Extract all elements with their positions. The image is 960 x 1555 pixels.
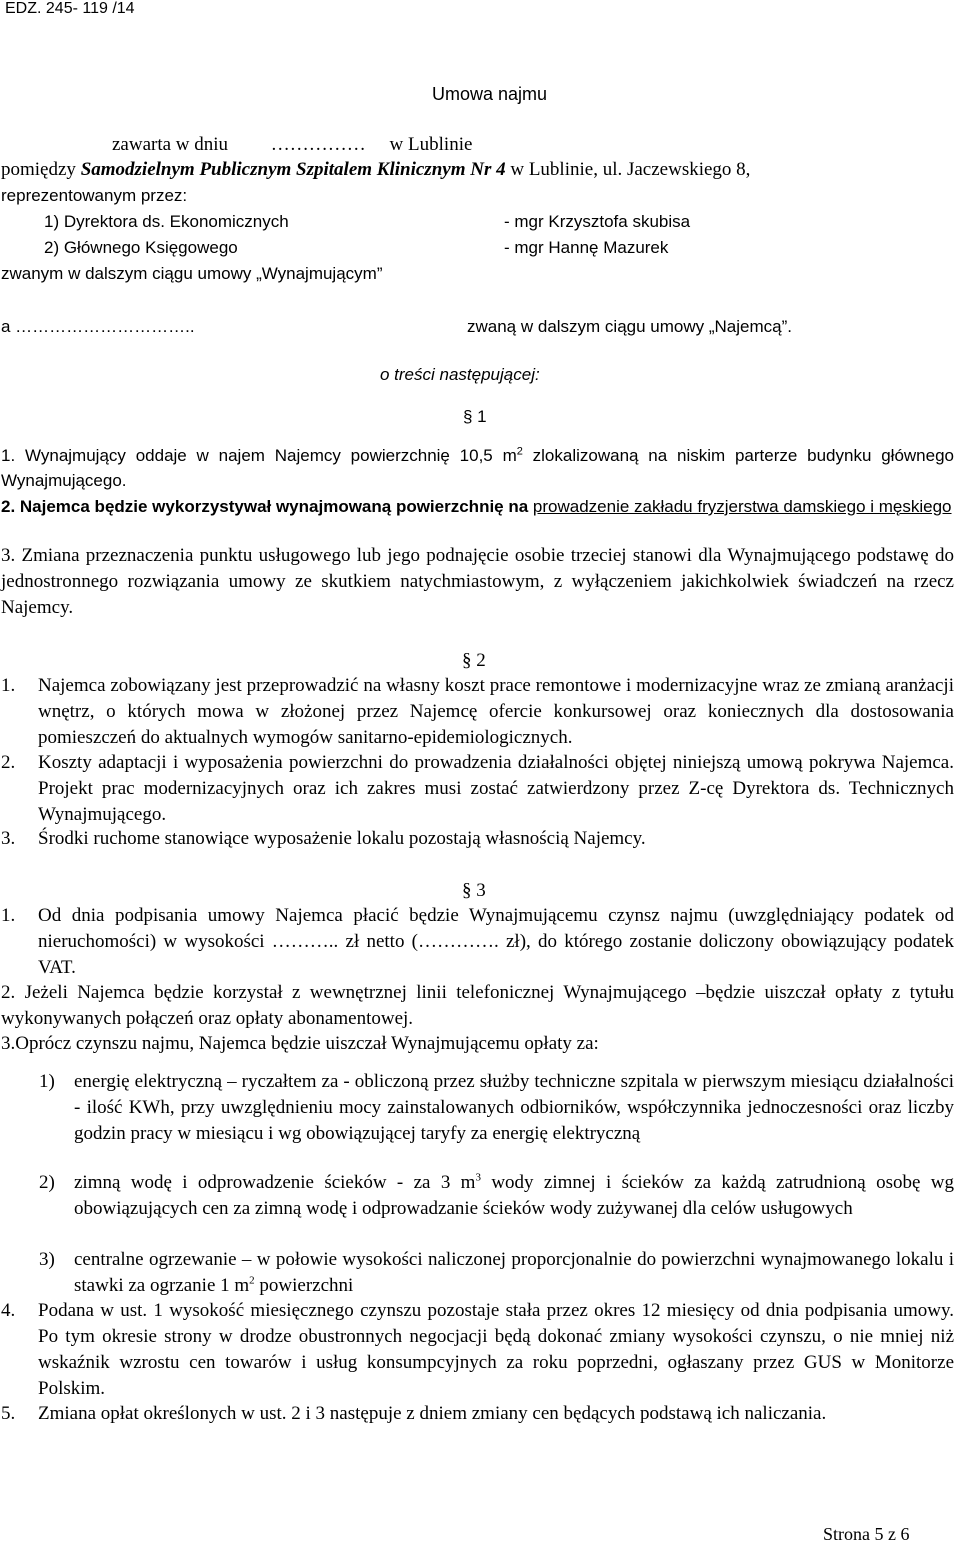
s3-sub3-sup: 2 xyxy=(249,1274,255,1287)
s3-t4: Podana w ust. 1 wysokość miesięcznego czynszu pozostaje stała przez okres 12 miesięcy od dnia podpisania umowy. Po tym okresie strony w drodze obustronnych negocjacji będą dokonać zmiany wysokości czynszu, o nie mniej niż wskaźnik wzrostu cen towarów i usług konsumpcyjnych za roku poprzedni, ogłaszany przez GUS w Monitorze Polskim. xyxy=(38,1300,954,1399)
s2-n3: 3. xyxy=(1,828,16,849)
rep1-name: - mgr Krzysztofa skubisa xyxy=(504,212,691,231)
s2-t1: Najemca zobowiązany jest przeprowadzić na własny koszt prace remontowe i modernizacyjne wraz ze zmianą aranżacji wnętrz, o których mowa w złożonej przez Najemcę ofercie konkursowej oraz koniecznych dla dostosowania pomieszczeń do aktualnych wymogów sanitarno-epidemiologicznych. xyxy=(38,675,954,748)
s3-n1: 1. xyxy=(1,905,16,926)
s2-item-2 xyxy=(1,750,954,828)
s2-n1: 1. xyxy=(1,675,16,696)
s3-sub1-n: 1) xyxy=(39,1071,55,1092)
s1-p2-underline: prowadzenie zakładu fryzjerstwa damskiego i męskiego xyxy=(532,497,952,516)
s3-sub3-a: centralne ogrzewanie – w połowie wysokości naliczonej proporcjonalnie do powierzchni wynajmowanego lokalu i stawki za ogrzanie 1 m xyxy=(74,1249,954,1296)
rep2-role: 2) Głównego Księgowego xyxy=(44,238,238,257)
s3-item-5 xyxy=(1,1401,954,1427)
s1-paragraph-2 xyxy=(1,494,954,519)
s1-paragraph-1 xyxy=(1,443,954,493)
s1-p1-text-b: zlokalizowaną na niskim parterze budynku głównego Wynajmującego. xyxy=(1,446,954,490)
s3-n4: 4. xyxy=(1,1300,16,1321)
s3-sub2-sup: 3 xyxy=(475,1171,481,1184)
s2-item-3 xyxy=(1,826,954,852)
s3-sub2-text xyxy=(74,1170,954,1222)
s1-p2-bold: 2. Najemca będzie wykorzystywał wynajmowaną powierzchnię na xyxy=(1,497,533,516)
s3-sub1-text: energię elektryczną – ryczałtem za - obliczoną przez służby techniczne szpitala w pierwszym miesiącu działalności - ilość KWh, przy uwzględnieniu mocy zainstalowanych odbiorników, współczynnika jednoczesności oraz liczby godzin pracy w miesiącu i wg obowiązującej taryfy za energię elektryczną xyxy=(74,1071,954,1144)
section-3-heading: § 3 xyxy=(462,880,486,901)
section-1-heading: § 1 xyxy=(463,407,487,426)
s3-t1: Od dnia podpisania umowy Najemca płacić będzie Wynajmującemu czynsz najmu (uwzględniający podatek od nieruchomości) w wysokości ……….. zł netto (…………. zł), do którego zostanie doliczony obowiązujący podatek VAT. xyxy=(38,905,954,978)
s3-t5: Zmiana opłat określonych w ust. 2 i 3 następuje z dniem zmiany cen będących podstawą ich naliczania. xyxy=(38,1403,827,1424)
intro-lessor-alias: zwanym w dalszym ciągu umowy „Wynajmującym” xyxy=(1,264,383,283)
s3-sub3-b: powierzchni xyxy=(254,1275,354,1296)
s3-item-4 xyxy=(1,1298,954,1402)
intro-tenant: a ………………………….. xyxy=(1,317,195,336)
s3-item-1 xyxy=(1,903,954,981)
content-intro: o treści następującej: xyxy=(380,365,540,384)
intro-tenant-alias: zwaną w dalszym ciągu umowy „Najemcą”. xyxy=(467,317,792,336)
s3-sub-3 xyxy=(1,1247,954,1299)
s3-sub-2 xyxy=(1,1170,954,1222)
section-2-heading: § 2 xyxy=(462,650,486,671)
s3-paragraph-3: 3.Oprócz czynszu najmu, Najemca będzie uiszczał Wynajmującemu opłaty za: xyxy=(1,1033,599,1054)
document-title: Umowa najmu xyxy=(432,84,548,104)
s3-n5: 5. xyxy=(1,1403,16,1424)
hospital-name: Samodzielnym Publicznym Szpitalem Klinicznym Nr 4 xyxy=(80,159,506,180)
rep2-name: - mgr Hannę Mazurek xyxy=(504,238,669,257)
hospital-address: w Lublinie, ul. Jaczewskiego 8, xyxy=(505,159,751,180)
s2-t3: Środki ruchome stanowiące wyposażenie lokalu pozostają własnością Najemcy. xyxy=(38,828,646,849)
s3-sub2-b: wody zimnej i ścieków za każdą zatrudnioną osobę wg obowiązujących cen za zimną wodę i odprowadzanie ścieków wody zużywanej dla celów usługowych xyxy=(74,1172,954,1219)
s1-paragraph-3: 3. Zmiana przeznaczenia punktu usługowego lub jego podnajęcie osobie trzeciej stanowi dla Wynajmującego podstawę do jednostronnego rozwiązania umowy ze skutkiem natychmiastowym, z wyłączeniem jakichkolwiek świadczeń na rzecz Najemcy. xyxy=(1,545,954,618)
s3-sub2-n: 2) xyxy=(39,1172,55,1193)
s3-sub-1 xyxy=(1,1069,954,1147)
intro-date-line: zawarta w dniu …………… w Lublinie xyxy=(112,134,473,155)
s1-p1-sup: 2 xyxy=(516,445,523,458)
s3-sub3-n: 3) xyxy=(39,1249,55,1270)
rep1-role: 1) Dyrektora ds. Ekonomicznych xyxy=(44,212,289,231)
document-code: EDZ. 245- 119 /14 xyxy=(5,0,135,17)
s2-n2: 2. xyxy=(1,752,16,773)
page-number: Strona 5 z 6 xyxy=(823,1524,910,1544)
intro-represented: reprezentowanym przez: xyxy=(1,186,188,205)
intro-parties-line xyxy=(1,157,951,183)
s2-item-1 xyxy=(1,673,954,751)
intro-prefix: pomiędzy xyxy=(1,159,81,180)
s3-sub2-a: zimną wodę i odprowadzenie ścieków - za 3 m xyxy=(74,1172,476,1193)
s3-sub3-text xyxy=(74,1247,954,1299)
s3-paragraph-2: 2. Jeżeli Najemca będzie korzystał z wewnętrznej linii telefonicznej Wynajmującego –będzie uiszczał opłaty z tytułu wykonywanych połączeń oraz opłaty abonamentowej. xyxy=(1,982,954,1029)
s1-p1-text: 1. Wynajmujący oddaje w najem Najemcy powierzchnię 10,5 m xyxy=(1,446,517,465)
s2-t2: Koszty adaptacji i wyposażenia powierzchni do prowadzenia działalności objętej niniejszą umową pokrywa Najemca. Projekt prac modernizacyjnych oraz ich zakres musi zostać zatwierdzony przez Z-cę Dyrektora ds. Technicznych Wynajmującego. xyxy=(38,752,954,825)
